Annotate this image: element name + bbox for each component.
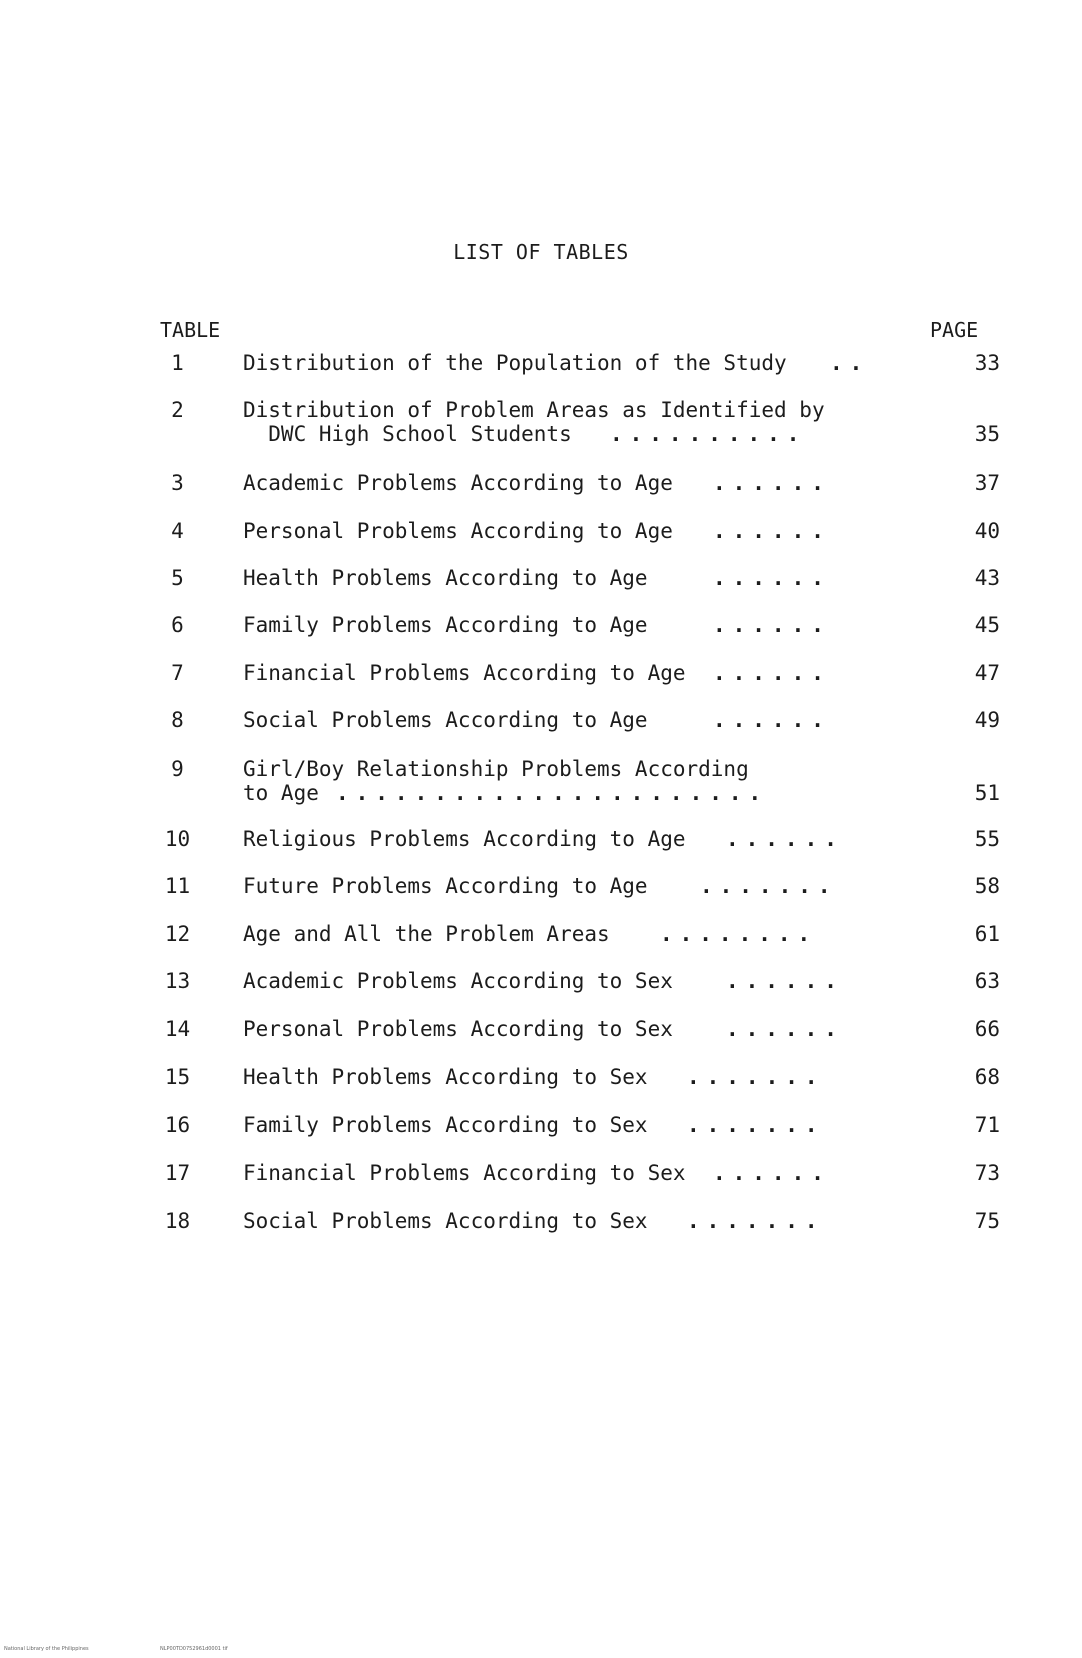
dot-leader: ......	[713, 661, 831, 685]
table-number: 7	[171, 661, 184, 685]
table-title-line: Academic Problems According to Age	[243, 471, 673, 495]
table-number: 14	[164, 1017, 191, 1041]
column-header-page: PAGE	[930, 318, 979, 342]
dot-leader: ......	[726, 969, 844, 993]
table-number: 15	[164, 1065, 191, 1089]
page-number: 73	[974, 1161, 1000, 1185]
dot-leader: ......	[713, 1161, 831, 1185]
footer-library: National Library of the Philippines	[4, 1646, 89, 1652]
table-title-line: Religious Problems According to Age	[243, 827, 686, 851]
page-number: 37	[974, 471, 1000, 495]
table-title-line: Girl/Boy Relationship Problems According	[243, 757, 749, 781]
dot-leader: ......	[726, 1017, 844, 1041]
table-number: 1	[171, 351, 184, 375]
table-number: 2	[171, 398, 184, 422]
table-number: 8	[171, 708, 184, 732]
page-number: 66	[974, 1017, 1000, 1041]
table-number: 13	[164, 969, 191, 993]
table-title-line: Age and All the Problem Areas	[243, 922, 610, 946]
table-title-line: Personal Problems According to Age	[243, 519, 673, 543]
table-number: 4	[171, 519, 184, 543]
dot-leader: .......	[687, 1065, 825, 1089]
table-title-line: Financial Problems According to Sex	[243, 1161, 686, 1185]
table-title-line: Social Problems According to Sex	[243, 1209, 648, 1233]
table-title-line: Social Problems According to Age	[243, 708, 648, 732]
dot-leader: ......	[726, 827, 844, 851]
page-title: LIST OF TABLES	[453, 240, 629, 264]
dot-leader: .......	[700, 874, 838, 898]
table-title-line: Family Problems According to Sex	[243, 1113, 648, 1137]
dot-leader: ......	[713, 519, 831, 543]
page-number: 49	[974, 708, 1000, 732]
page-number: 35	[974, 422, 1000, 446]
page-number: 40	[974, 519, 1000, 543]
dot-leader: ......	[713, 471, 831, 495]
table-title-line: Personal Problems According to Sex	[243, 1017, 673, 1041]
page-number: 61	[974, 922, 1000, 946]
table-number: 10	[164, 827, 191, 851]
table-title-line: Financial Problems According to Age	[243, 661, 686, 685]
table-title-line: Distribution of Problem Areas as Identified by	[243, 398, 825, 422]
page-number: 33	[974, 351, 1000, 375]
table-number: 16	[164, 1113, 191, 1137]
page-number: 63	[974, 969, 1000, 993]
dot-leader: ..	[830, 351, 870, 375]
dot-leader: ......	[713, 566, 831, 590]
dot-leader: .......	[687, 1209, 825, 1233]
table-title-line: Health Problems According to Age	[243, 566, 648, 590]
page-number: 45	[974, 613, 1000, 637]
table-title-line: Future Problems According to Age	[243, 874, 648, 898]
page-number: 58	[974, 874, 1000, 898]
page-number: 68	[974, 1065, 1000, 1089]
page-number: 55	[974, 827, 1000, 851]
dot-leader: ......................	[336, 781, 769, 805]
table-number: 5	[171, 566, 184, 590]
table-title-line: Family Problems According to Age	[243, 613, 648, 637]
page-number: 75	[974, 1209, 1000, 1233]
table-title-line: Health Problems According to Sex	[243, 1065, 648, 1089]
table-number: 3	[171, 471, 184, 495]
dot-leader: ......	[713, 708, 831, 732]
table-title-line: Distribution of the Population of the Study	[243, 351, 787, 375]
table-number: 9	[171, 757, 184, 781]
page-number: 47	[974, 661, 1000, 685]
table-title-line: to Age	[243, 781, 319, 805]
page-number: 51	[974, 781, 1000, 805]
dot-leader: ..........	[610, 422, 807, 446]
table-title-line: DWC High School Students	[243, 422, 572, 446]
dot-leader: .......	[687, 1113, 825, 1137]
table-number: 18	[164, 1209, 191, 1233]
table-number: 6	[171, 613, 184, 637]
column-header-table: TABLE	[160, 318, 221, 342]
dot-leader: ......	[713, 613, 831, 637]
footer-filename: NLP00TD0752961d0001 tif	[160, 1646, 228, 1652]
page-number: 43	[974, 566, 1000, 590]
table-number: 12	[164, 922, 191, 946]
table-number: 17	[164, 1161, 191, 1185]
dot-leader: ........	[660, 922, 818, 946]
page-number: 71	[974, 1113, 1000, 1137]
table-number: 11	[164, 874, 191, 898]
table-title-line: Academic Problems According to Sex	[243, 969, 673, 993]
